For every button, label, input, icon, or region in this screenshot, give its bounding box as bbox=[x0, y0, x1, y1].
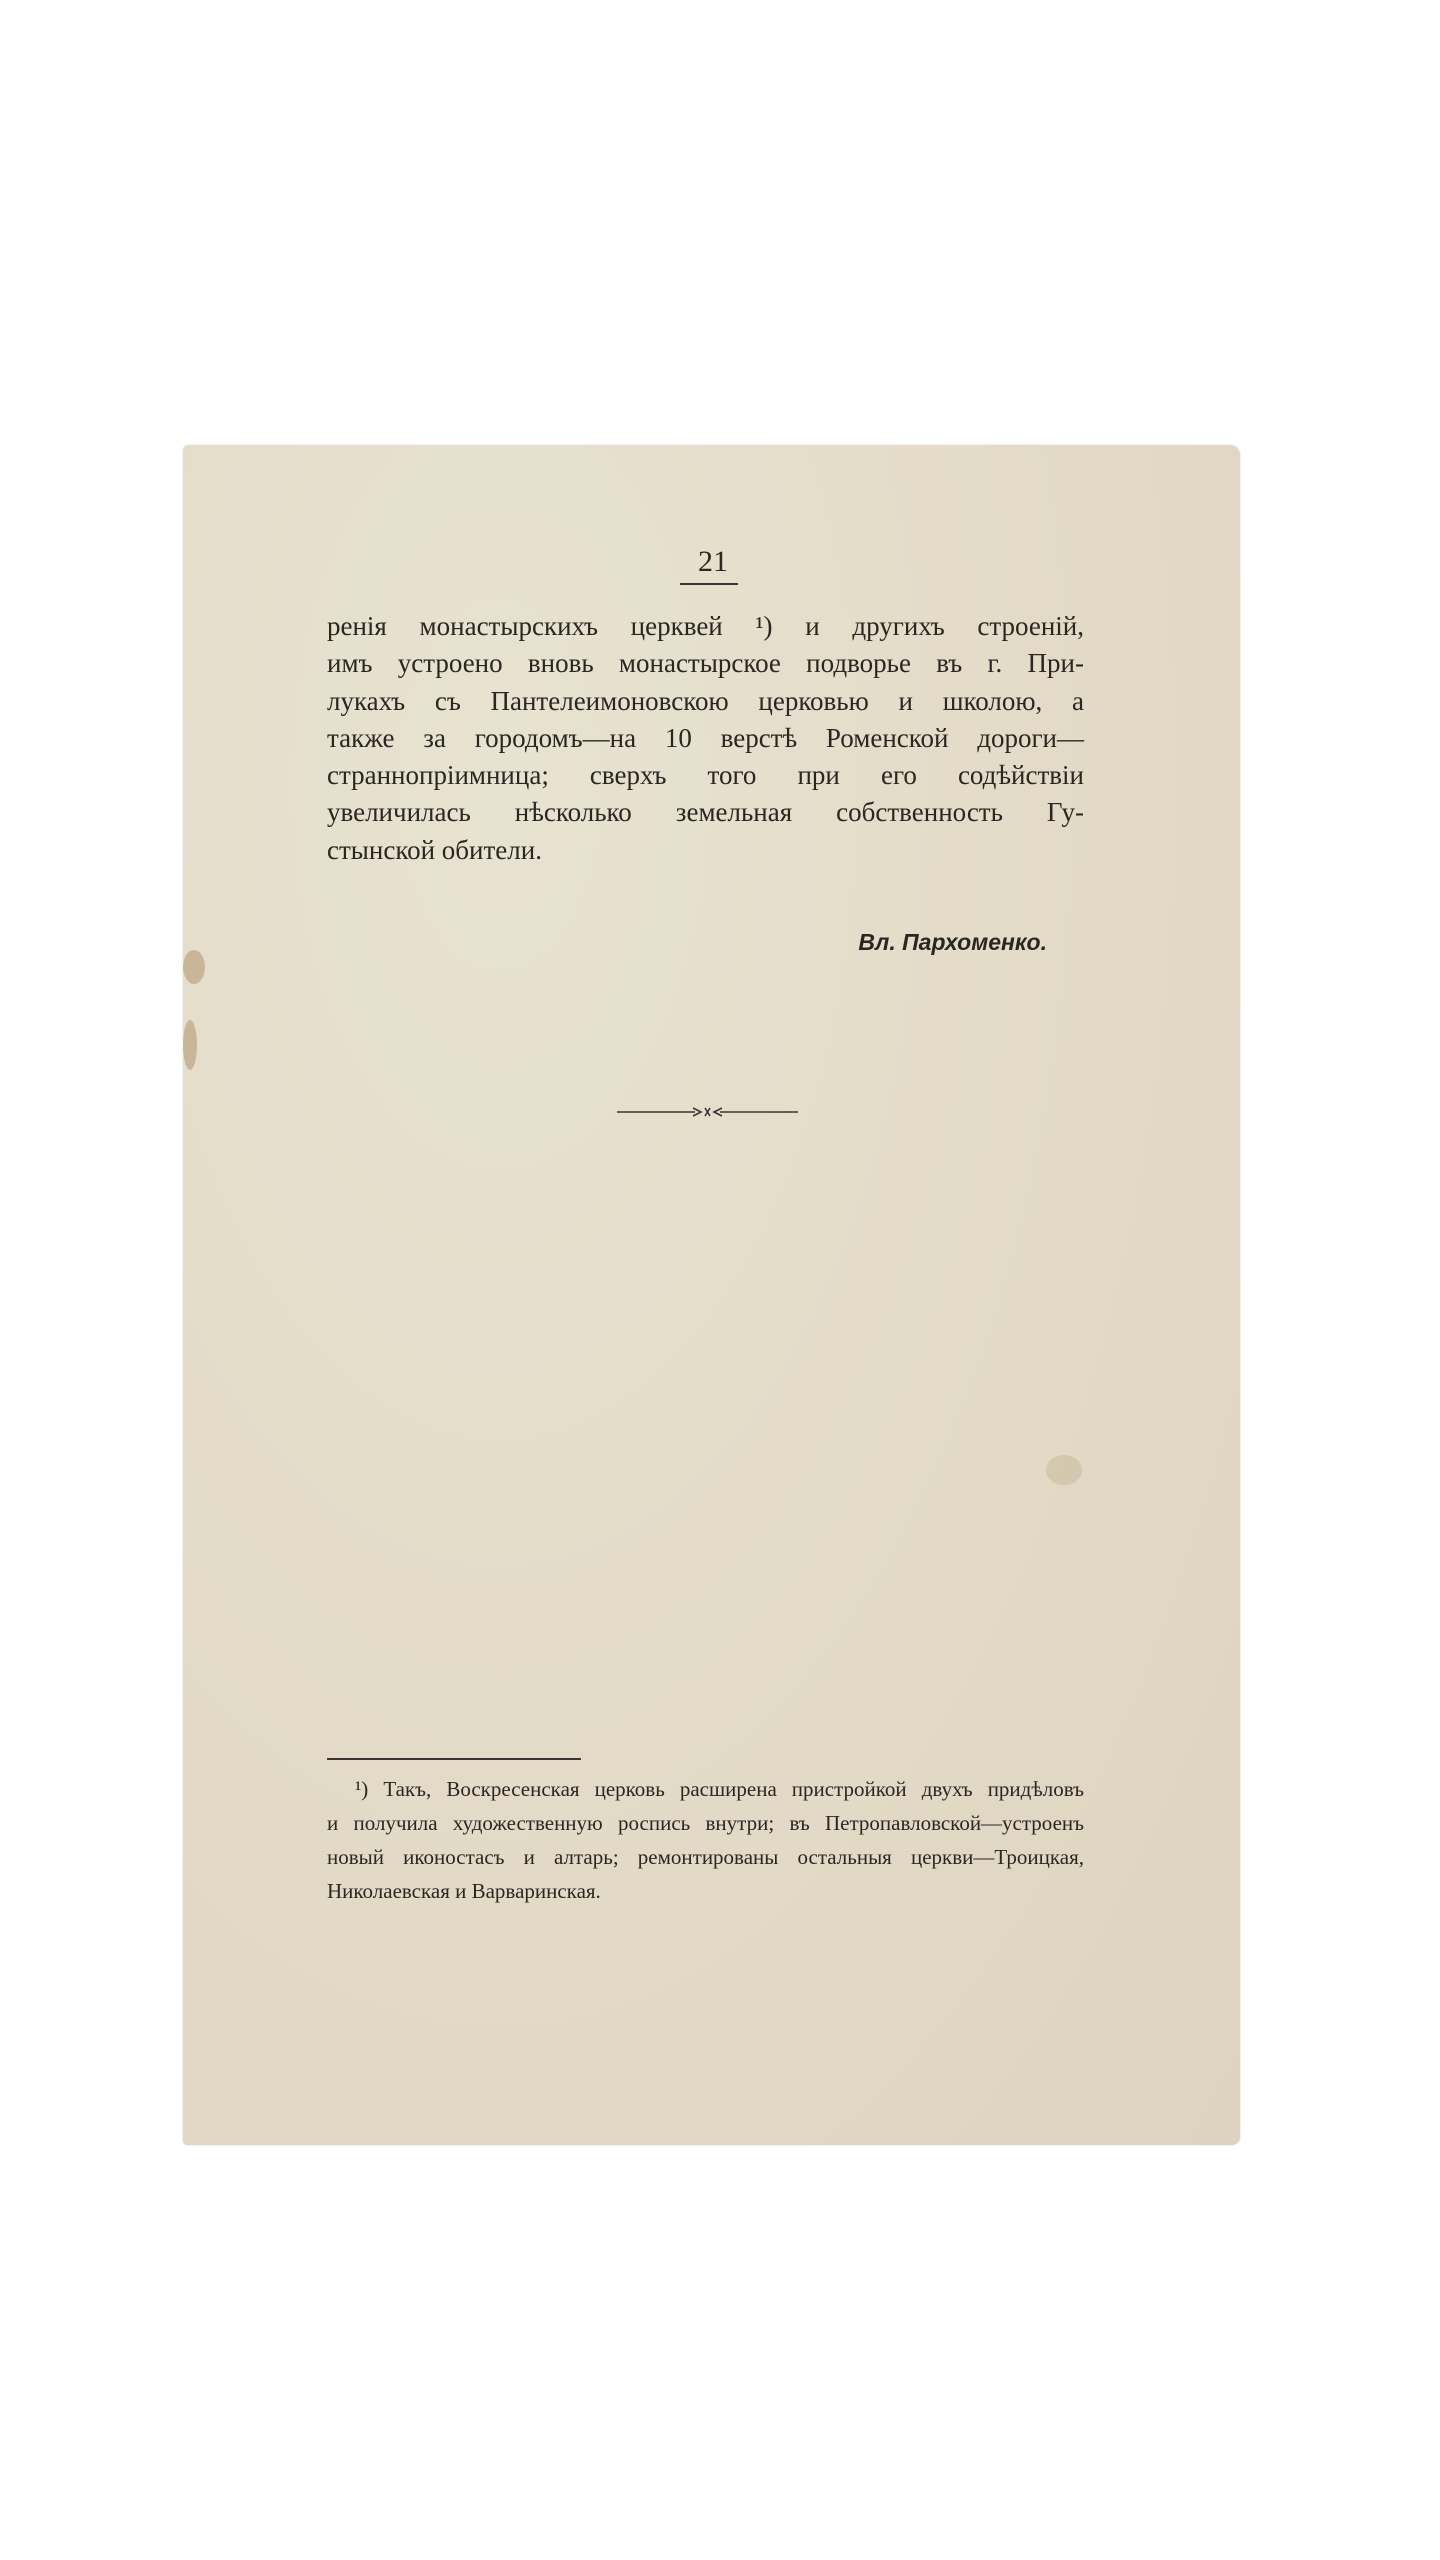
body-line: ренія монастырскихъ церквей ¹) и другихъ строеній, bbox=[327, 611, 1084, 641]
footnote bbox=[327, 1772, 1084, 1908]
body-line: страннопріимница; сверхъ того при его содѣйствіи bbox=[327, 760, 1084, 791]
body-line: лукахъ съ Пантелеимоновскою церковью и школою, а bbox=[327, 685, 1084, 716]
body-line: увеличилась нѣсколько земельная собственность Гу- bbox=[327, 797, 1084, 828]
footnote-line: новый иконостасъ и алтарь; ремонтированы остальныя церкви—Троицкая, bbox=[327, 1845, 1084, 1869]
footnote-line: ¹) Такъ, Воскресенская церковь расширена пристройкой двухъ придѣловъ bbox=[355, 1777, 1084, 1801]
page-number: 21 bbox=[698, 545, 728, 578]
author-signature: Вл. Пархоменко. bbox=[858, 929, 1047, 955]
edge-stain bbox=[183, 950, 205, 984]
paper-spot bbox=[1046, 1455, 1082, 1485]
footnote-line: и получила художественную роспись внутри; въ Петропавловской—устроенъ bbox=[327, 1811, 1084, 1835]
body-text bbox=[327, 608, 1084, 869]
footnote-line: Николаевская и Варваринская. bbox=[327, 1879, 601, 1903]
body-line: также за городомъ—на 10 верстѣ Роменской дороги— bbox=[327, 722, 1084, 753]
section-divider-ornament bbox=[617, 1102, 798, 1122]
page-number-underline bbox=[680, 583, 738, 585]
edge-stain bbox=[183, 1020, 197, 1070]
footnote-separator bbox=[327, 1758, 581, 1760]
body-line: стынской обители. bbox=[327, 834, 542, 865]
body-line: имъ устроено вновь монастырское подворье въ г. При- bbox=[327, 648, 1084, 679]
